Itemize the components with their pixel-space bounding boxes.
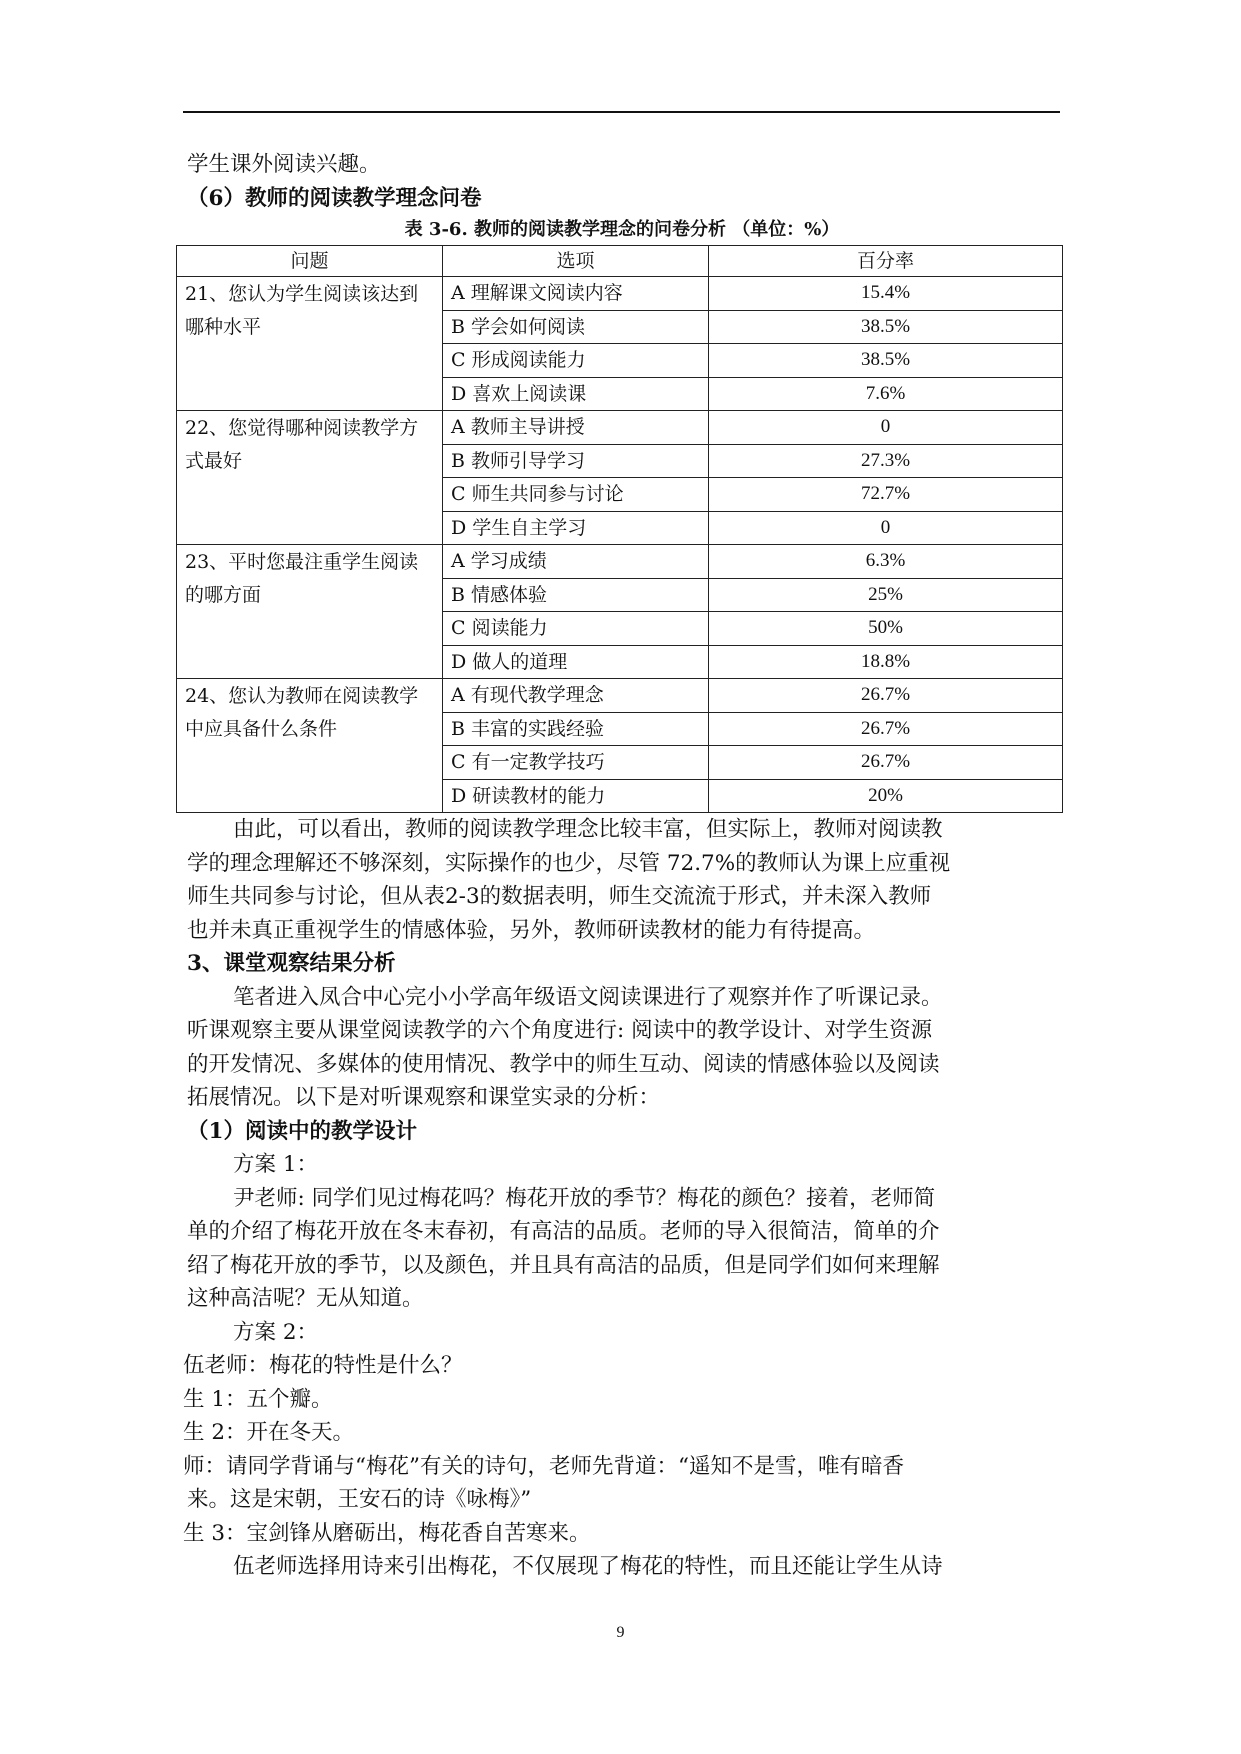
paragraph-line: 这种高洁呢？无从知道。 <box>187 1286 424 1311</box>
column-header-percent: 百分率 <box>709 246 1063 277</box>
paragraph-line: 生 3：宝剑锋从磨砺出，梅花香自苦寒来。 <box>183 1520 591 1546</box>
paragraph-line: 学的理念理解还不够深刻，实际操作的也少，尽管 72.7%的教师认为课上应重视 <box>187 850 951 876</box>
question-cell: 22、您觉得哪种阅读教学方式最好 <box>177 411 443 545</box>
table-caption: 表 3-6. 教师的阅读教学理念的问卷分析 （单位：%） <box>404 219 840 240</box>
question-cell: 21、您认为学生阅读该达到哪种水平 <box>177 277 443 411</box>
option-cell: A 学习成绩 <box>443 545 709 579</box>
section-heading: 3、课堂观察结果分析 <box>187 951 396 976</box>
percent-cell: 25% <box>709 578 1063 612</box>
header-rule <box>183 111 1060 113</box>
paragraph-line: 方案 2： <box>233 1319 319 1345</box>
column-header-question: 问题 <box>177 246 443 277</box>
percent-cell: 72.7% <box>709 478 1063 512</box>
percent-cell: 15.4% <box>709 277 1063 311</box>
table-row <box>177 545 1063 579</box>
survey-table <box>176 245 1063 813</box>
page-content <box>183 148 1057 1584</box>
percent-cell: 18.8% <box>709 645 1063 679</box>
section-heading: （1）阅读中的教学设计 <box>187 1118 417 1144</box>
paragraph-line: 绍了梅花开放的季节，以及颜色，并且具有高洁的品质，但是同学们如何来理解 <box>187 1252 940 1278</box>
table-body <box>177 277 1063 813</box>
option-cell: D 学生自主学习 <box>443 511 709 545</box>
option-cell: D 喜欢上阅读课 <box>443 377 709 411</box>
option-cell: C 有一定教学技巧 <box>443 746 709 780</box>
percent-cell: 26.7% <box>709 679 1063 713</box>
option-cell: A 理解课文阅读内容 <box>443 277 709 311</box>
paragraph-line: 学生课外阅读兴趣。 <box>187 152 381 177</box>
option-cell: D 研读教材的能力 <box>443 779 709 813</box>
paragraphs-after <box>183 813 1057 1584</box>
percent-cell: 26.7% <box>709 746 1063 780</box>
table-row <box>177 411 1063 445</box>
page-number: 9 <box>616 1624 625 1641</box>
option-cell: B 丰富的实践经验 <box>443 712 709 746</box>
paragraph-line: 师生共同参与讨论，但从表2-3的数据表明，师生交流流于形式，并未深入教师 <box>187 884 932 909</box>
column-header-option: 选项 <box>443 246 709 277</box>
percent-cell: 20% <box>709 779 1063 813</box>
paragraph-line: 听课观察主要从课堂阅读教学的六个角度进行: 阅读中的教学设计、对学生资源 <box>187 1018 933 1043</box>
option-cell: A 有现代教学理念 <box>443 679 709 713</box>
percent-cell: 50% <box>709 612 1063 646</box>
paragraph-line: 来。这是宋朝，王安石的诗《咏梅》” <box>187 1487 532 1512</box>
option-cell: C 阅读能力 <box>443 612 709 646</box>
paragraph-line: 由此，可以看出，教师的阅读教学理念比较丰富，但实际上，教师对阅读教 <box>233 817 943 842</box>
section-heading: （6）教师的阅读教学理念问卷 <box>187 185 482 211</box>
percent-cell: 26.7% <box>709 712 1063 746</box>
percent-cell: 38.5% <box>709 310 1063 344</box>
percent-cell: 27.3% <box>709 444 1063 478</box>
paragraph-line: 拓展情况。以下是对听课观察和课堂实录的分析： <box>187 1085 661 1110</box>
option-cell: B 学会如何阅读 <box>443 310 709 344</box>
paragraph-line: 师：请同学背诵与“梅花”有关的诗句，老师先背道：“遥知不是雪，唯有暗香 <box>183 1453 904 1479</box>
question-cell: 23、平时您最注重学生阅读的哪方面 <box>177 545 443 679</box>
paragraph-line: 尹老师: 同学们见过梅花吗？梅花开放的季节？梅花的颜色？接着，老师简 <box>233 1185 936 1211</box>
question-cell: 24、您认为教师在阅读教学中应具备什么条件 <box>177 679 443 813</box>
option-cell: C 师生共同参与讨论 <box>443 478 709 512</box>
paragraph-line: 方案 1： <box>233 1152 319 1177</box>
percent-cell: 0 <box>709 411 1063 445</box>
option-cell: D 做人的道理 <box>443 645 709 679</box>
paragraph-line: 伍老师：梅花的特性是什么？ <box>183 1353 463 1378</box>
table-row <box>177 277 1063 311</box>
option-cell: B 教师引导学习 <box>443 444 709 478</box>
paragraph-line: 生 2：开在冬天。 <box>183 1420 355 1445</box>
paragraph-line: 伍老师选择用诗来引出梅花，不仅展现了梅花的特性，而且还能让学生从诗 <box>233 1554 943 1579</box>
paragraphs-before <box>187 148 1057 215</box>
paragraph-line: 生 1：五个瓣。 <box>183 1386 333 1412</box>
paragraph-line: 的开发情况、多媒体的使用情况、教学中的师生互动、阅读的情感体验以及阅读 <box>187 1051 940 1077</box>
percent-cell: 0 <box>709 511 1063 545</box>
option-cell: A 教师主导讲授 <box>443 411 709 445</box>
table-row <box>177 679 1063 713</box>
paragraph-line: 笔者进入凤合中心完小小学高年级语文阅读课进行了观察并作了听课记录。 <box>233 984 943 1010</box>
table-header-row <box>177 246 1063 277</box>
option-cell: B 情感体验 <box>443 578 709 612</box>
percent-cell: 38.5% <box>709 344 1063 378</box>
option-cell: C 形成阅读能力 <box>443 344 709 378</box>
percent-cell: 7.6% <box>709 377 1063 411</box>
percent-cell: 6.3% <box>709 545 1063 579</box>
paragraph-line: 单的介绍了梅花开放在冬末春初，有高洁的品质。老师的导入很简洁，简单的介 <box>187 1219 940 1244</box>
paragraph-line: 也并未真正重视学生的情感体验，另外，教师研读教材的能力有待提高。 <box>187 917 876 943</box>
